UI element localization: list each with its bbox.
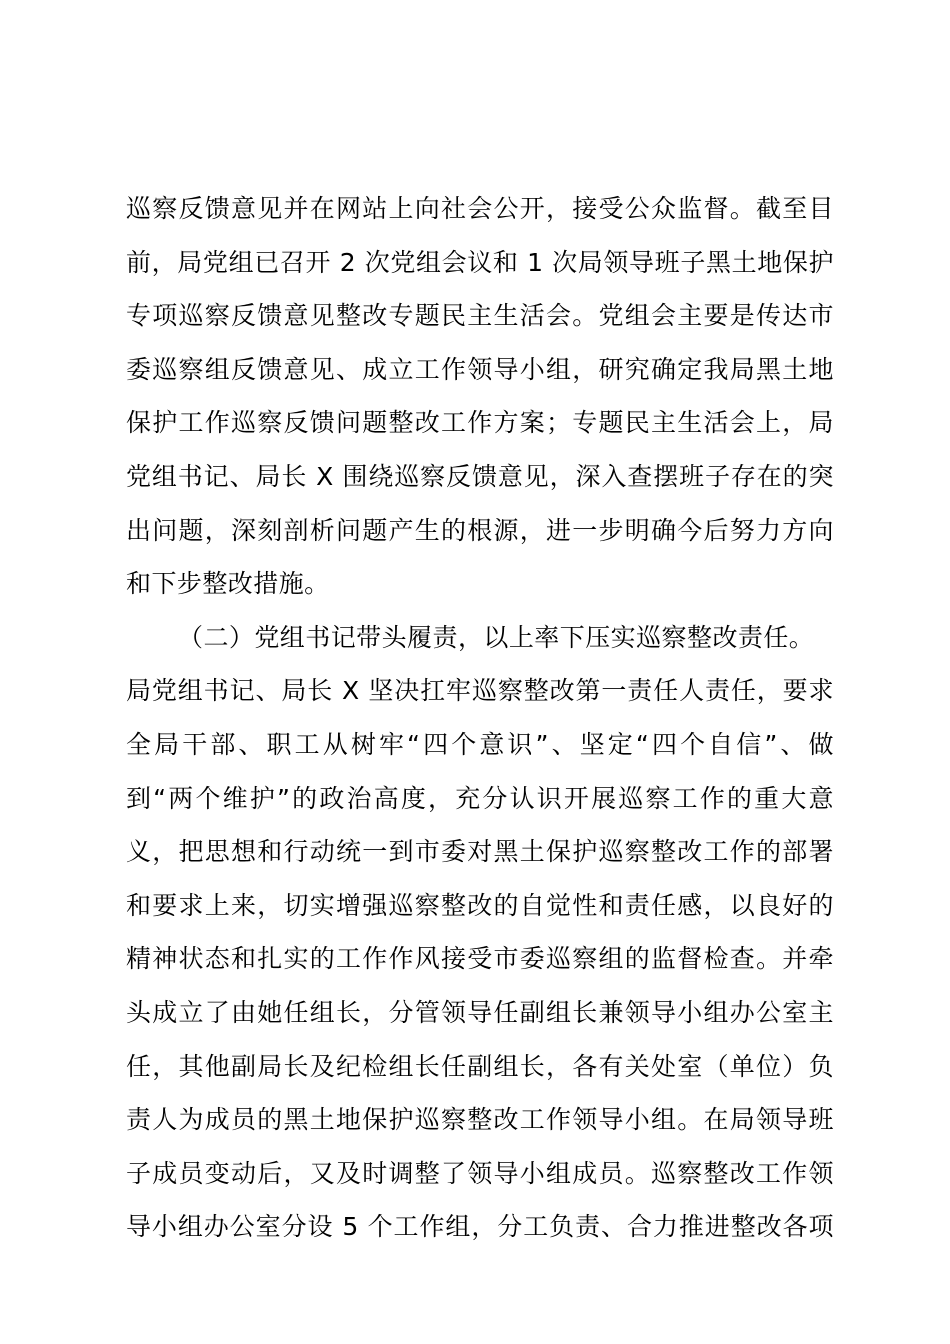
text-line: 义，把思想和行动统一到市委对黑土保护巡察整改工作的部署 — [126, 837, 834, 867]
text-line: 头成立了由她任组长，分管领导任副组长兼领导小组办公室主 — [126, 997, 834, 1027]
text-line: 和下步整改措施。 — [126, 569, 330, 599]
text-line: 党组书记、局长 X 围绕巡察反馈意见，深入查摆班子存在的突 — [126, 461, 834, 491]
body-text — [126, 182, 834, 1254]
text-line: 责人为成员的黑土地保护巡察整改工作领导小组。在局领导班 — [126, 1105, 834, 1135]
text-line: 全局干部、职工从树牢“四个意识”、坚定“四个自信”、做 — [126, 729, 834, 759]
text-line: 出问题，深刻剖析问题产生的根源，进一步明确今后努力方向 — [126, 515, 834, 545]
text-line: 导小组办公室分设 5 个工作组，分工负责、合力推进整改各项 — [126, 1212, 834, 1242]
text-line: 局党组书记、局长 X 坚决扛牢巡察整改第一责任人责任，要求 — [126, 676, 834, 706]
text-line: 委巡察组反馈意见、成立工作领导小组，研究确定我局黑土地 — [126, 354, 834, 384]
text-line: 精神状态和扎实的工作作风接受市委巡察组的监督检查。并牵 — [126, 944, 834, 974]
text-line: 和要求上来，切实增强巡察整改的自觉性和责任感，以良好的 — [126, 890, 834, 920]
text-line: 到“两个维护”的政治高度，充分认识开展巡察工作的重大意 — [126, 783, 834, 813]
paragraph-1 — [126, 182, 834, 611]
section-heading-line: （二）党组书记带头履责，以上率下压实巡察整改责任。 — [178, 622, 815, 652]
text-line: 任，其他副局长及纪检组长任副组长，各有关处室（单位）负 — [126, 1051, 834, 1081]
text-line: 巡察反馈意见并在网站上向社会公开，接受公众监督。截至目 — [126, 194, 834, 223]
paragraph-2 — [126, 611, 834, 1254]
text-line: 专项巡察反馈意见整改专题民主生活会。党组会主要是传达市 — [126, 301, 834, 331]
text-line: 保护工作巡察反馈问题整改工作方案；专题民主生活会上，局 — [126, 408, 834, 438]
text-line: 子成员变动后，又及时调整了领导小组成员。巡察整改工作领 — [126, 1158, 834, 1188]
text-line: 前，局党组已召开 2 次党组会议和 1 次局领导班子黑土地保护 — [126, 247, 834, 277]
